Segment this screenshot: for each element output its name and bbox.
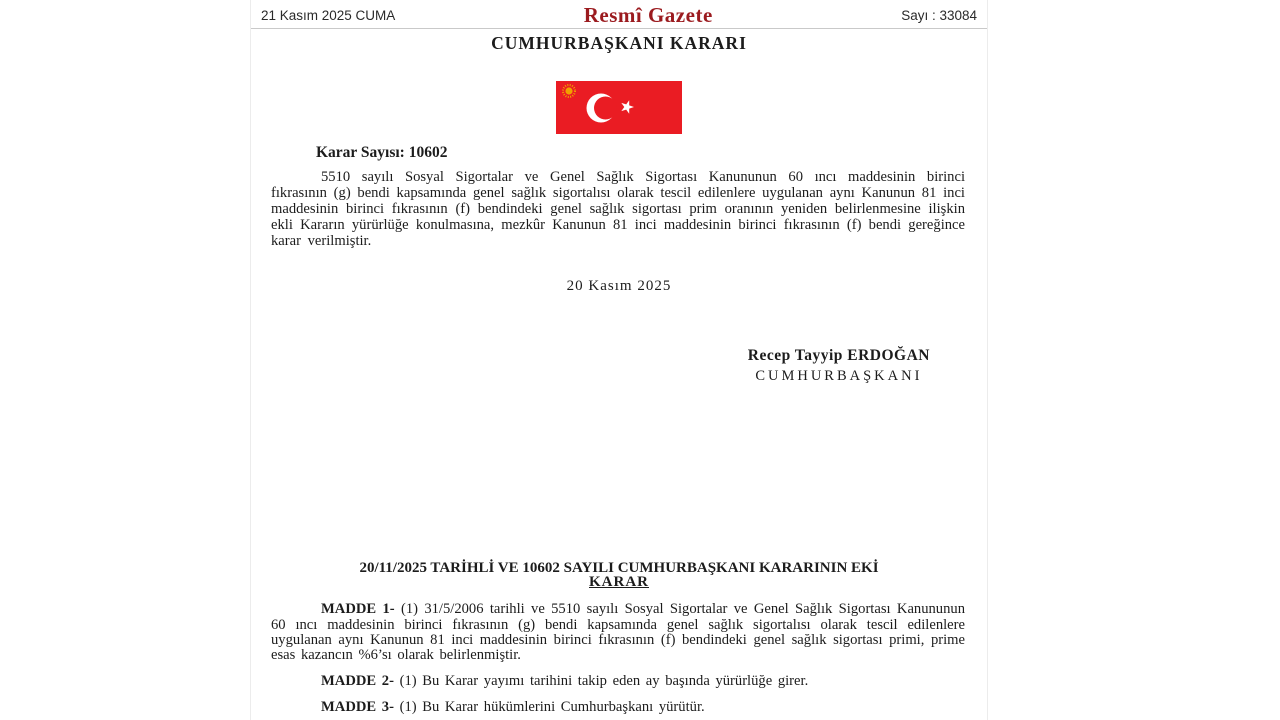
article-3-text: (1) Bu Karar hükümlerini Cumhurbaşkanı yürütür.: [393, 699, 705, 716]
decision-number: Karar Sayısı: 10602: [316, 144, 448, 161]
annex-heading: [251, 561, 987, 590]
article-2-text: (1) Bu Karar yayımı tarihini takip eden ay başında yürürlüğe girer.: [393, 673, 809, 690]
article-2-label: MADDE 2-: [321, 673, 394, 690]
decree-date: 20 Kasım 2025: [566, 278, 672, 295]
turkish-flag-graphic: [556, 81, 682, 134]
decree-title: CUMHURBAŞKANI KARARI: [491, 33, 747, 53]
gazette-title: Resmî Gazete: [583, 2, 713, 27]
gazette-date: 21 Kasım 2025 CUMA: [261, 7, 396, 23]
signatory-title: CUMHURBAŞKANI: [755, 368, 923, 385]
article-3-label: MADDE 3-: [321, 699, 394, 716]
annex-heading-line1: 20/11/2025 TARİHLİ VE 10602 SAYILI CUMHURBAŞKANI KARARININ EKİ: [359, 560, 879, 577]
decree-body-paragraph: 5510 sayılı Sosyal Sigortalar ve Genel Sağlık Sigortası Kanununun 60 ıncı maddesinin birinci fıkrasının (g) bendi kapsamında genel sağlık sigortalısı olarak tescil edilenlere uygulanan aynı Kanunun 81 inci maddesinin birinci fıkrasının (f) bendindeki genel sağlık sigortası prim oranının yeniden belirlenmesine ilişkin ekli Kararın yürürlüğe konulmasına, mezkûr Kanunun 81 inci maddesinin birinci fıkrasının (f) bendi gereğince karar verilmiştir.: [271, 169, 965, 250]
gazette-header: [251, 0, 987, 29]
article-1-text: (1) 31/5/2006 tarihli ve 5510 sayılı Sosyal Sigortalar ve Genel Sağlık Sigortası Kanununun 60 ıncı maddesinin birinci fıkrasının (g) bendi kapsamında genel sağlık sigortalısı olarak tescil edilenlere uygulanan aynı Kanunun 81 inci maddesinin birinci fıkrasının (f) bendindeki genel sağlık sigortası primi, prime esas kazancın %6’sı olarak belirlenmiştir.: [271, 601, 965, 664]
annex-heading-line2: KARAR: [589, 574, 649, 591]
signature-block: [251, 347, 987, 385]
turkish-flag-icon: [251, 81, 987, 134]
article-1-label: MADDE 1-: [321, 601, 395, 618]
article-2: [271, 674, 965, 689]
gazette-issue-number: Sayı : 33084: [901, 7, 977, 23]
signatory-name: Recep Tayyip ERDOĞAN: [747, 347, 930, 365]
article-1: [271, 602, 965, 663]
article-3: [271, 700, 965, 715]
gazette-page: [250, 0, 988, 720]
